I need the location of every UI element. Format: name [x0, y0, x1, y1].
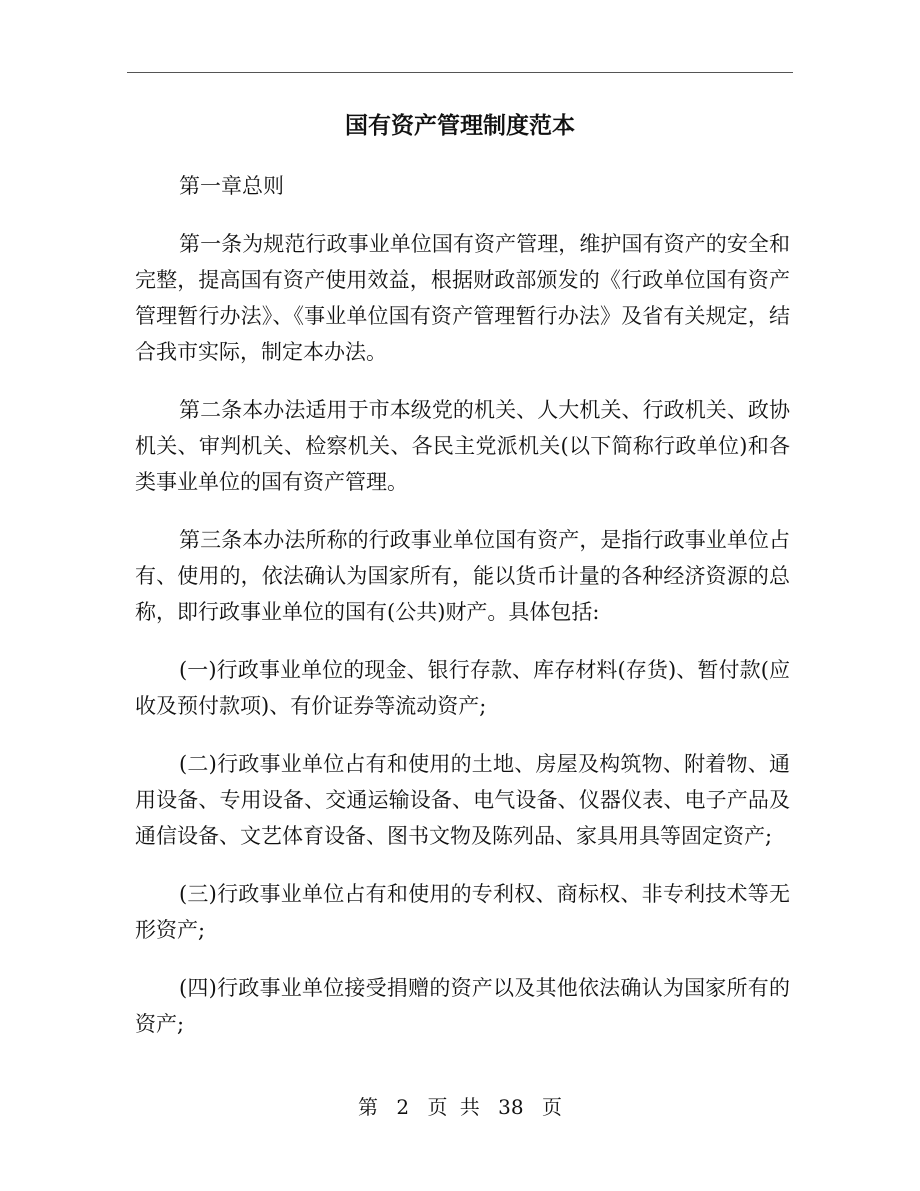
footer-prefix: 第	[358, 1095, 378, 1119]
footer-total-pages: 38	[498, 1095, 524, 1119]
document-body	[135, 168, 790, 1064]
article-1-paragraph: 第一条为规范行政事业单位国有资产管理，维护国有资产的安全和完整，提高国有资产使用效益，根据财政部颁发的《行政单位国有资产管理暂行办法》、《事业单位国有资产管理暂行办法》及省有关规定，结合我市实际，制定本办法。	[135, 232, 790, 364]
footer-current-page: 2	[396, 1095, 410, 1119]
item-4-paragraph: (四)行政事业单位接受捐赠的资产以及其他依法确认为国家所有的资产;	[135, 976, 790, 1036]
article-2-paragraph: 第二条本办法适用于市本级党的机关、人大机关、行政机关、政协机关、审判机关、检察机关、各民主党派机关(以下简称行政单位)和各类事业单位的国有资产管理。	[135, 398, 790, 494]
document-title: 国有资产管理制度范本	[345, 112, 575, 139]
item-3-paragraph: (三)行政事业单位占有和使用的专利权、商标权、非专利技术等无形资产;	[135, 882, 790, 942]
page-footer	[0, 1092, 920, 1122]
article-3-paragraph: 第三条本办法所称的行政事业单位国有资产，是指行政事业单位占有、使用的，依法确认为国家所有，能以货币计量的各种经济资源的总称，即行政事业单位的国有(公共)财产。具体包括:	[135, 528, 790, 624]
header-rule	[127, 72, 793, 73]
item-2-paragraph: (二)行政事业单位占有和使用的土地、房屋及构筑物、附着物、通用设备、专用设备、交通运输设备、电气设备、仪器仪表、电子产品及通信设备、文艺体育设备、图书文物及陈列品、家具用具等固定资产;	[135, 752, 790, 848]
chapter-heading: 第一章总则	[179, 174, 284, 198]
footer-mid: 页 共	[427, 1095, 480, 1119]
footer-suffix: 页	[541, 1095, 562, 1119]
item-1-paragraph: (一)行政事业单位的现金、银行存款、库存材料(存货)、暂付款(应收及预付款项)、有价证券等流动资产;	[135, 658, 790, 718]
